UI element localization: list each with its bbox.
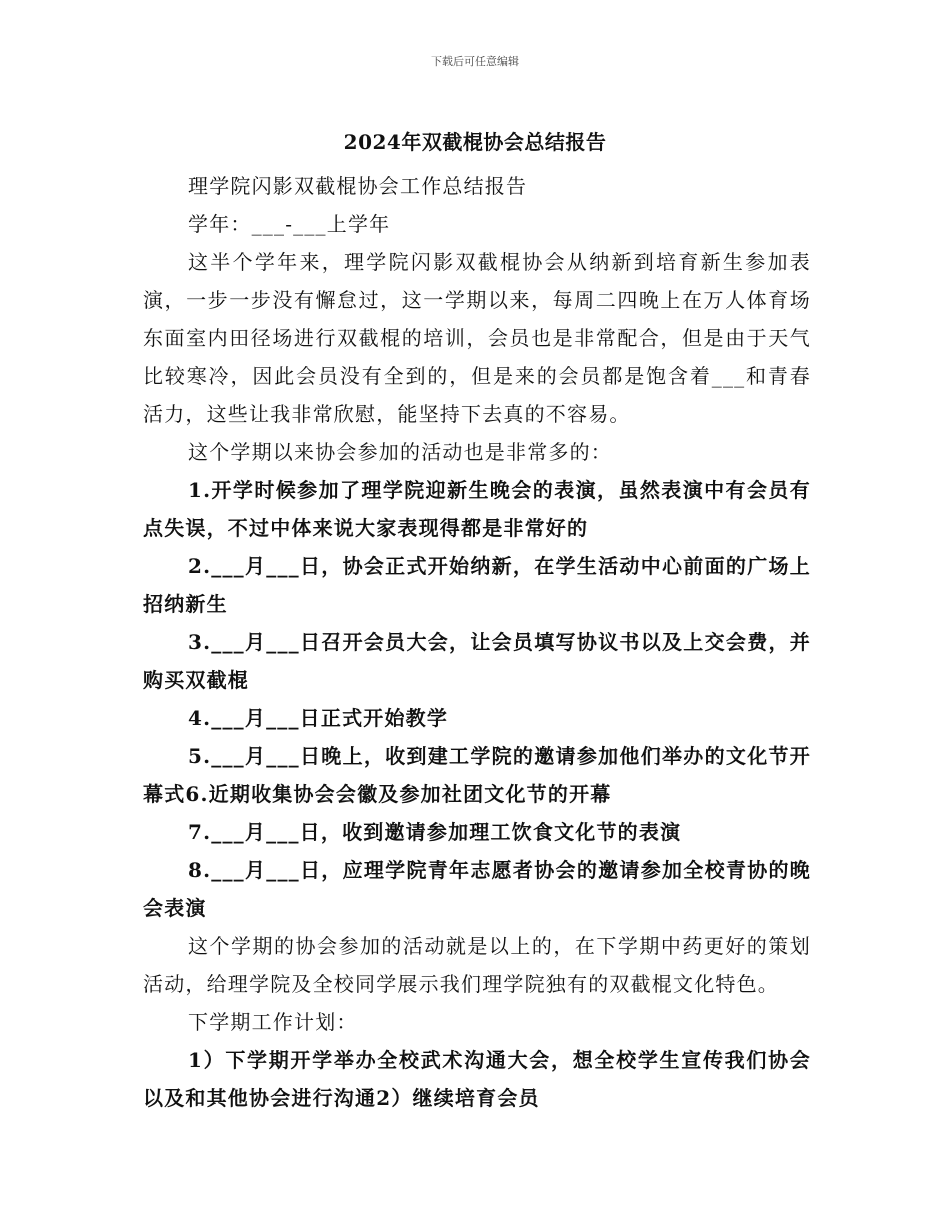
document-title: 2024年双截棍协会总结报告 <box>343 130 607 154</box>
paragraph-subtitle: 理学院闪影双截棍协会工作总结报告 <box>188 174 528 198</box>
list-item-activity-7: 7.___月___日，收到邀请参加理工饮食文化节的表演 <box>188 820 682 844</box>
list-item-plan: 1）下学期开学举办全校武术沟通大会，想全校学生宣传我们协会以及和其他协会进行沟通2）继续培育会员 <box>143 1048 811 1110</box>
document-body <box>143 167 811 1117</box>
paragraph-summary: 这个学期的协会参加的活动就是以上的，在下学期中药更好的策划活动，给理学院及全校同学展示我们理学院独有的双截棍文化特色。 <box>143 934 811 996</box>
list-item-activity-8: 8.___月___日，应理学院青年志愿者协会的邀请参加全校青协的晚会表演 <box>143 858 811 920</box>
paragraph-intro: 这半个学年来，理学院闪影双截棍协会从纳新到培育新生参加表演，一步一步没有懈怠过，这一学期以来，每周二四晚上在万人体育场东面室内田径场进行双截棍的培训，会员也是非常配合，但是由于天气比较寒冷，因此会员没有全到的，但是来的会员都是饱含着___和青春活力，这些让我非常欣慰，能坚持下去真的不容易。 <box>143 250 811 426</box>
page-header-note: 下载后可任意编辑 <box>431 55 519 68</box>
list-item-activity-1: 1.开学时候参加了理学院迎新生晚会的表演，虽然表演中有会员有点失误，不过中体来说大家表现得都是非常好的 <box>143 478 811 540</box>
paragraph-plan-heading: 下学期工作计划： <box>188 1010 358 1034</box>
list-item-activity-5-6: 5.___月___日晚上，收到建工学院的邀请参加他们举办的文化节开幕式6.近期收集协会会徽及参加社团文化节的开幕 <box>143 744 811 806</box>
paragraph-activities-lead: 这个学期以来协会参加的活动也是非常多的： <box>188 440 612 464</box>
list-item-activity-4: 4.___月___日正式开始教学 <box>188 706 449 730</box>
paragraph-school-year: 学年：___-___上学年 <box>188 212 391 236</box>
list-item-activity-2: 2.___月___日，协会正式开始纳新，在学生活动中心前面的广场上招纳新生 <box>143 554 811 616</box>
list-item-activity-3: 3.___月___日召开会员大会，让会员填写协议书以及上交会费，并购买双截棍 <box>143 630 811 692</box>
